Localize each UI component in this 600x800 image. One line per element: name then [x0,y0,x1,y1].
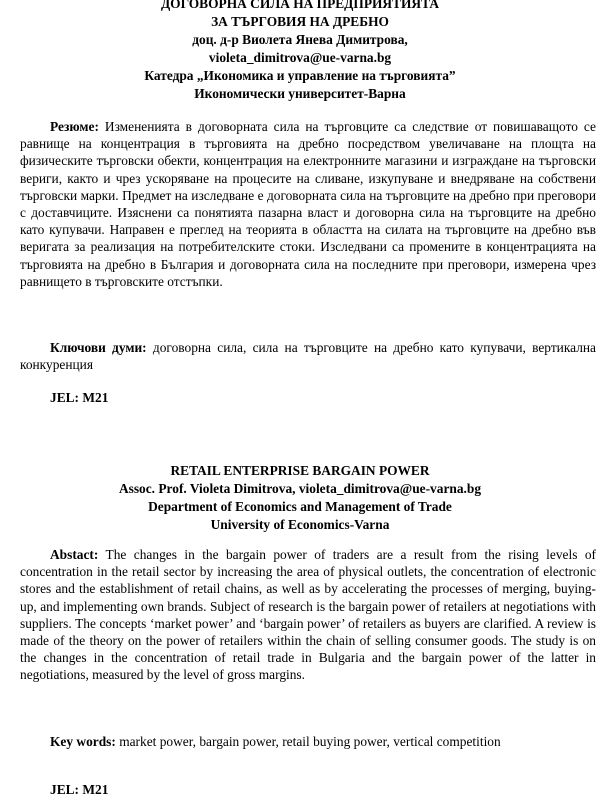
bulgarian-jel-code: JEL: M21 [50,390,109,405]
english-title: RETAIL ENTERPRISE BARGAIN POWER [170,463,430,478]
bulgarian-keywords-label: Ключови думи: [50,340,147,355]
bulgarian-abstract-text: Измененията в договорната сила на търговците са следствие от повишаващото се равнище на концентрация в търговията на дребно посредством увеличаване на площта на физическите търговски обекти, концентрация на електронните магазини и изграждане на търговски вериги, както и чрез ускоряване на процесите на сливане, изкупуване и внедряване на собствени търговски марки. Предмет на изследване е договорната сила на търговците на дребно при преговори с доставчиците. Изяснени са понятията пазарна власт и договорна сила на търговците на дребно като купувачи. Направен е преглед на теорията в областта на силата на търговците на дребно във веригата за реализация на потребителските стоки. Изследвани са промените в концентрацията на търговията на дребно в България и договорната сила на последните при преговори, измерена чрез равнището в търговските отстъпки. [20,119,596,289]
english-keywords [0,733,600,750]
bulgarian-keywords [0,339,600,373]
english-abstract [0,546,600,684]
english-department: Department of Economics and Management of Trade [148,499,452,514]
english-keywords-text: market power, bargain power, retail buying power, vertical competition [115,734,501,749]
bulgarian-title-line-2: ЗА ТЪРГОВИЯ НА ДРЕБНО [211,14,389,29]
bulgarian-author: доц. д-р Виолета Янева Димитрова, [192,32,408,47]
english-abstract-label: Abstact: [50,547,99,562]
english-jel-code: JEL: M21 [50,782,109,797]
bulgarian-university: Икономически университет-Варна [194,86,406,101]
english-abstract-text: The changes in the bargain power of traders are a result from the rising levels of concentration in the retail sector by increasing the area of physical outlets, the concentration of electronic stores and the establishment of retail chains, as well as by accelerating the processes of merging, buying-up, and implementing own brands. Subject of research is the bargain power of retailers at negotiations with suppliers. The concepts ‘market power’ and ‘bargain power’ of retailers as buyers are clarified. A review is made of the theory on the power of retailers within the chain of selling consumer goods. The study is on the changes in the concentration of retail trade in Bulgaria and the bargain power of the latter in negotiations, measured by the level of gross margins. [20,547,596,683]
english-keywords-paragraph [20,733,596,750]
english-header [0,462,600,534]
bulgarian-abstract-paragraph [20,118,596,290]
bulgarian-department: Катедра „Икономика и управление на търговията” [144,68,456,83]
bulgarian-keywords-text: договорна сила, сила на търговците на дребно като купувачи, вертикална конкуренция [20,340,596,373]
bulgarian-abstract-label: Резюме: [50,119,99,134]
english-keywords-label: Key words: [50,734,116,749]
bulgarian-header [0,0,600,103]
bulgarian-keywords-paragraph [20,339,596,373]
bulgarian-abstract [0,118,600,290]
english-university: University of Economics-Varna [210,517,390,532]
bulgarian-email: violeta_dimitrova@ue-varna.bg [208,50,392,65]
bulgarian-title-line-1: ДОГОВОРНА СИЛА НА ПРЕДПРИЯТИЯТА [160,0,440,11]
english-abstract-paragraph [20,546,596,684]
english-author-line: Assoc. Prof. Violeta Dimitrova, violeta_dimitrova@ue-varna.bg [118,481,482,496]
